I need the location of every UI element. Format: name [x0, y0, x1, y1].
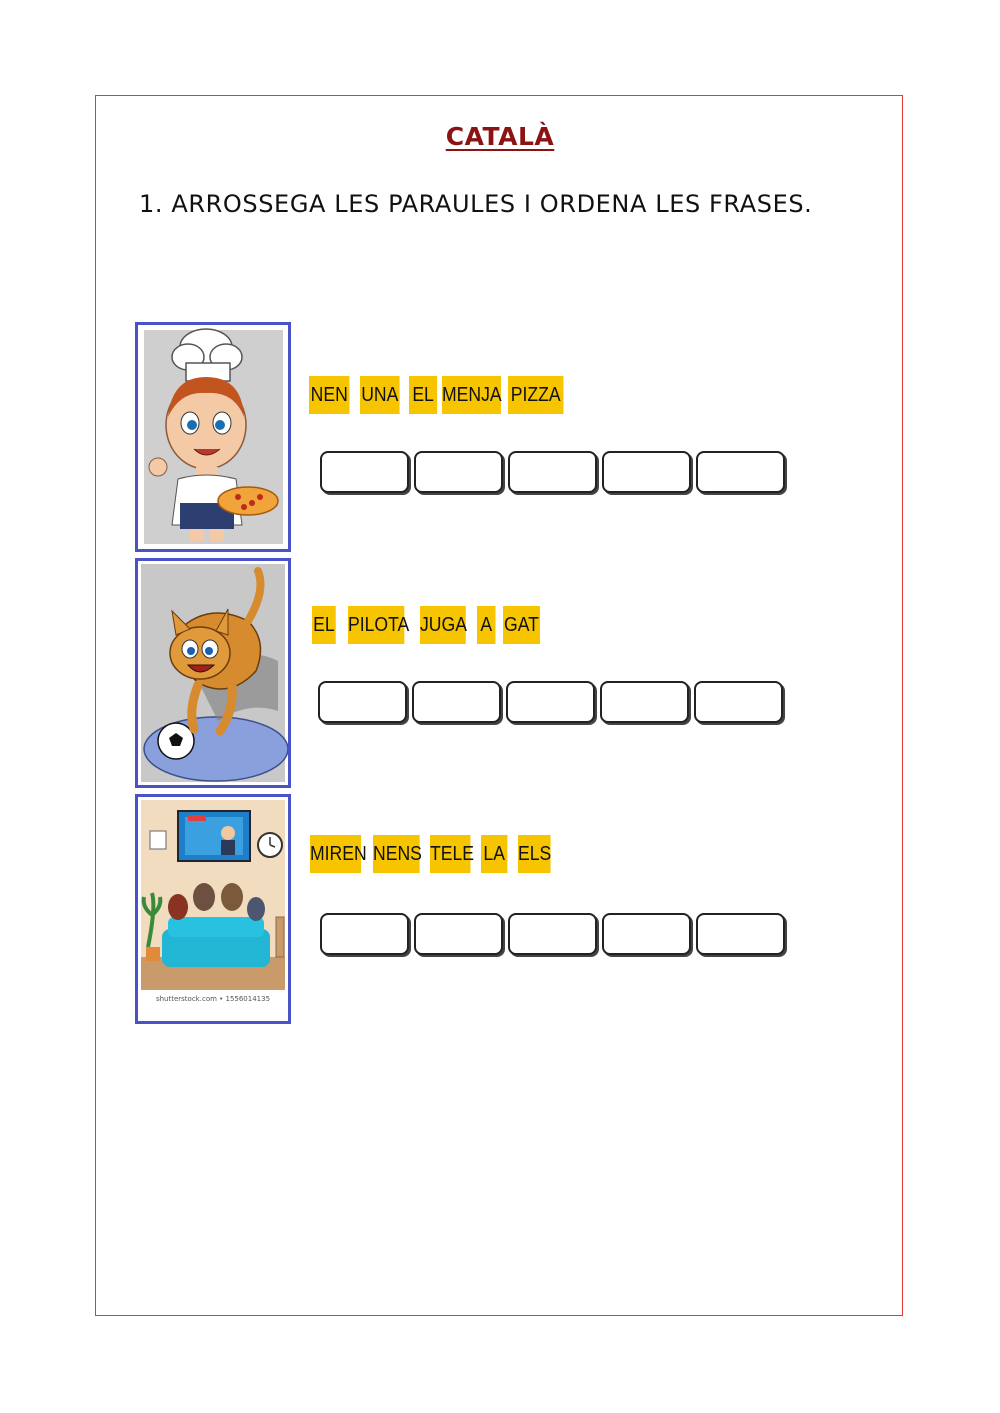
word-chip[interactable]: MIREN — [310, 835, 361, 873]
word-chip[interactable]: ELS — [518, 835, 551, 873]
word-chip[interactable]: A — [477, 606, 495, 644]
answer-slot[interactable] — [696, 913, 785, 955]
word-chip[interactable]: TELE — [430, 835, 470, 873]
word-chip[interactable]: PILOTA — [348, 606, 404, 644]
word-chip[interactable]: NEN — [309, 376, 349, 414]
picture-caption: shutterstock.com • 1556014135 — [155, 995, 271, 1003]
family-watching-tv-icon — [135, 794, 291, 1024]
page-title: CATALÀ — [445, 122, 555, 151]
word-chip[interactable]: PIZZA — [508, 376, 563, 414]
answer-slot[interactable] — [414, 451, 503, 493]
answer-slot[interactable] — [508, 913, 597, 955]
answer-slot[interactable] — [506, 681, 595, 723]
word-chip[interactable]: LA — [481, 835, 507, 873]
answer-slot[interactable] — [414, 913, 503, 955]
answer-slot[interactable] — [694, 681, 783, 723]
answer-slot[interactable] — [600, 681, 689, 723]
answer-slot[interactable] — [412, 681, 501, 723]
chef-boy-with-pizza-icon — [135, 322, 291, 552]
answer-slot[interactable] — [320, 913, 409, 955]
word-chip[interactable]: UNA — [360, 376, 400, 414]
word-chip[interactable]: MENJA — [442, 376, 501, 414]
word-chip[interactable]: NENS — [373, 835, 420, 873]
answer-slot[interactable] — [696, 451, 785, 493]
word-chip[interactable]: JUGA — [420, 606, 466, 644]
cat-with-ball-icon — [135, 558, 291, 788]
word-chip[interactable]: GAT — [503, 606, 540, 644]
answer-slot[interactable] — [318, 681, 407, 723]
answer-slot[interactable] — [602, 913, 691, 955]
instruction-text: 1. ARROSSEGA LES PARAULES I ORDENA LES FRASES. — [139, 190, 813, 218]
answer-slot[interactable] — [320, 451, 409, 493]
answer-slot[interactable] — [602, 451, 691, 493]
word-chip[interactable]: EL — [409, 376, 437, 414]
answer-slot[interactable] — [508, 451, 597, 493]
word-chip[interactable]: EL — [312, 606, 336, 644]
